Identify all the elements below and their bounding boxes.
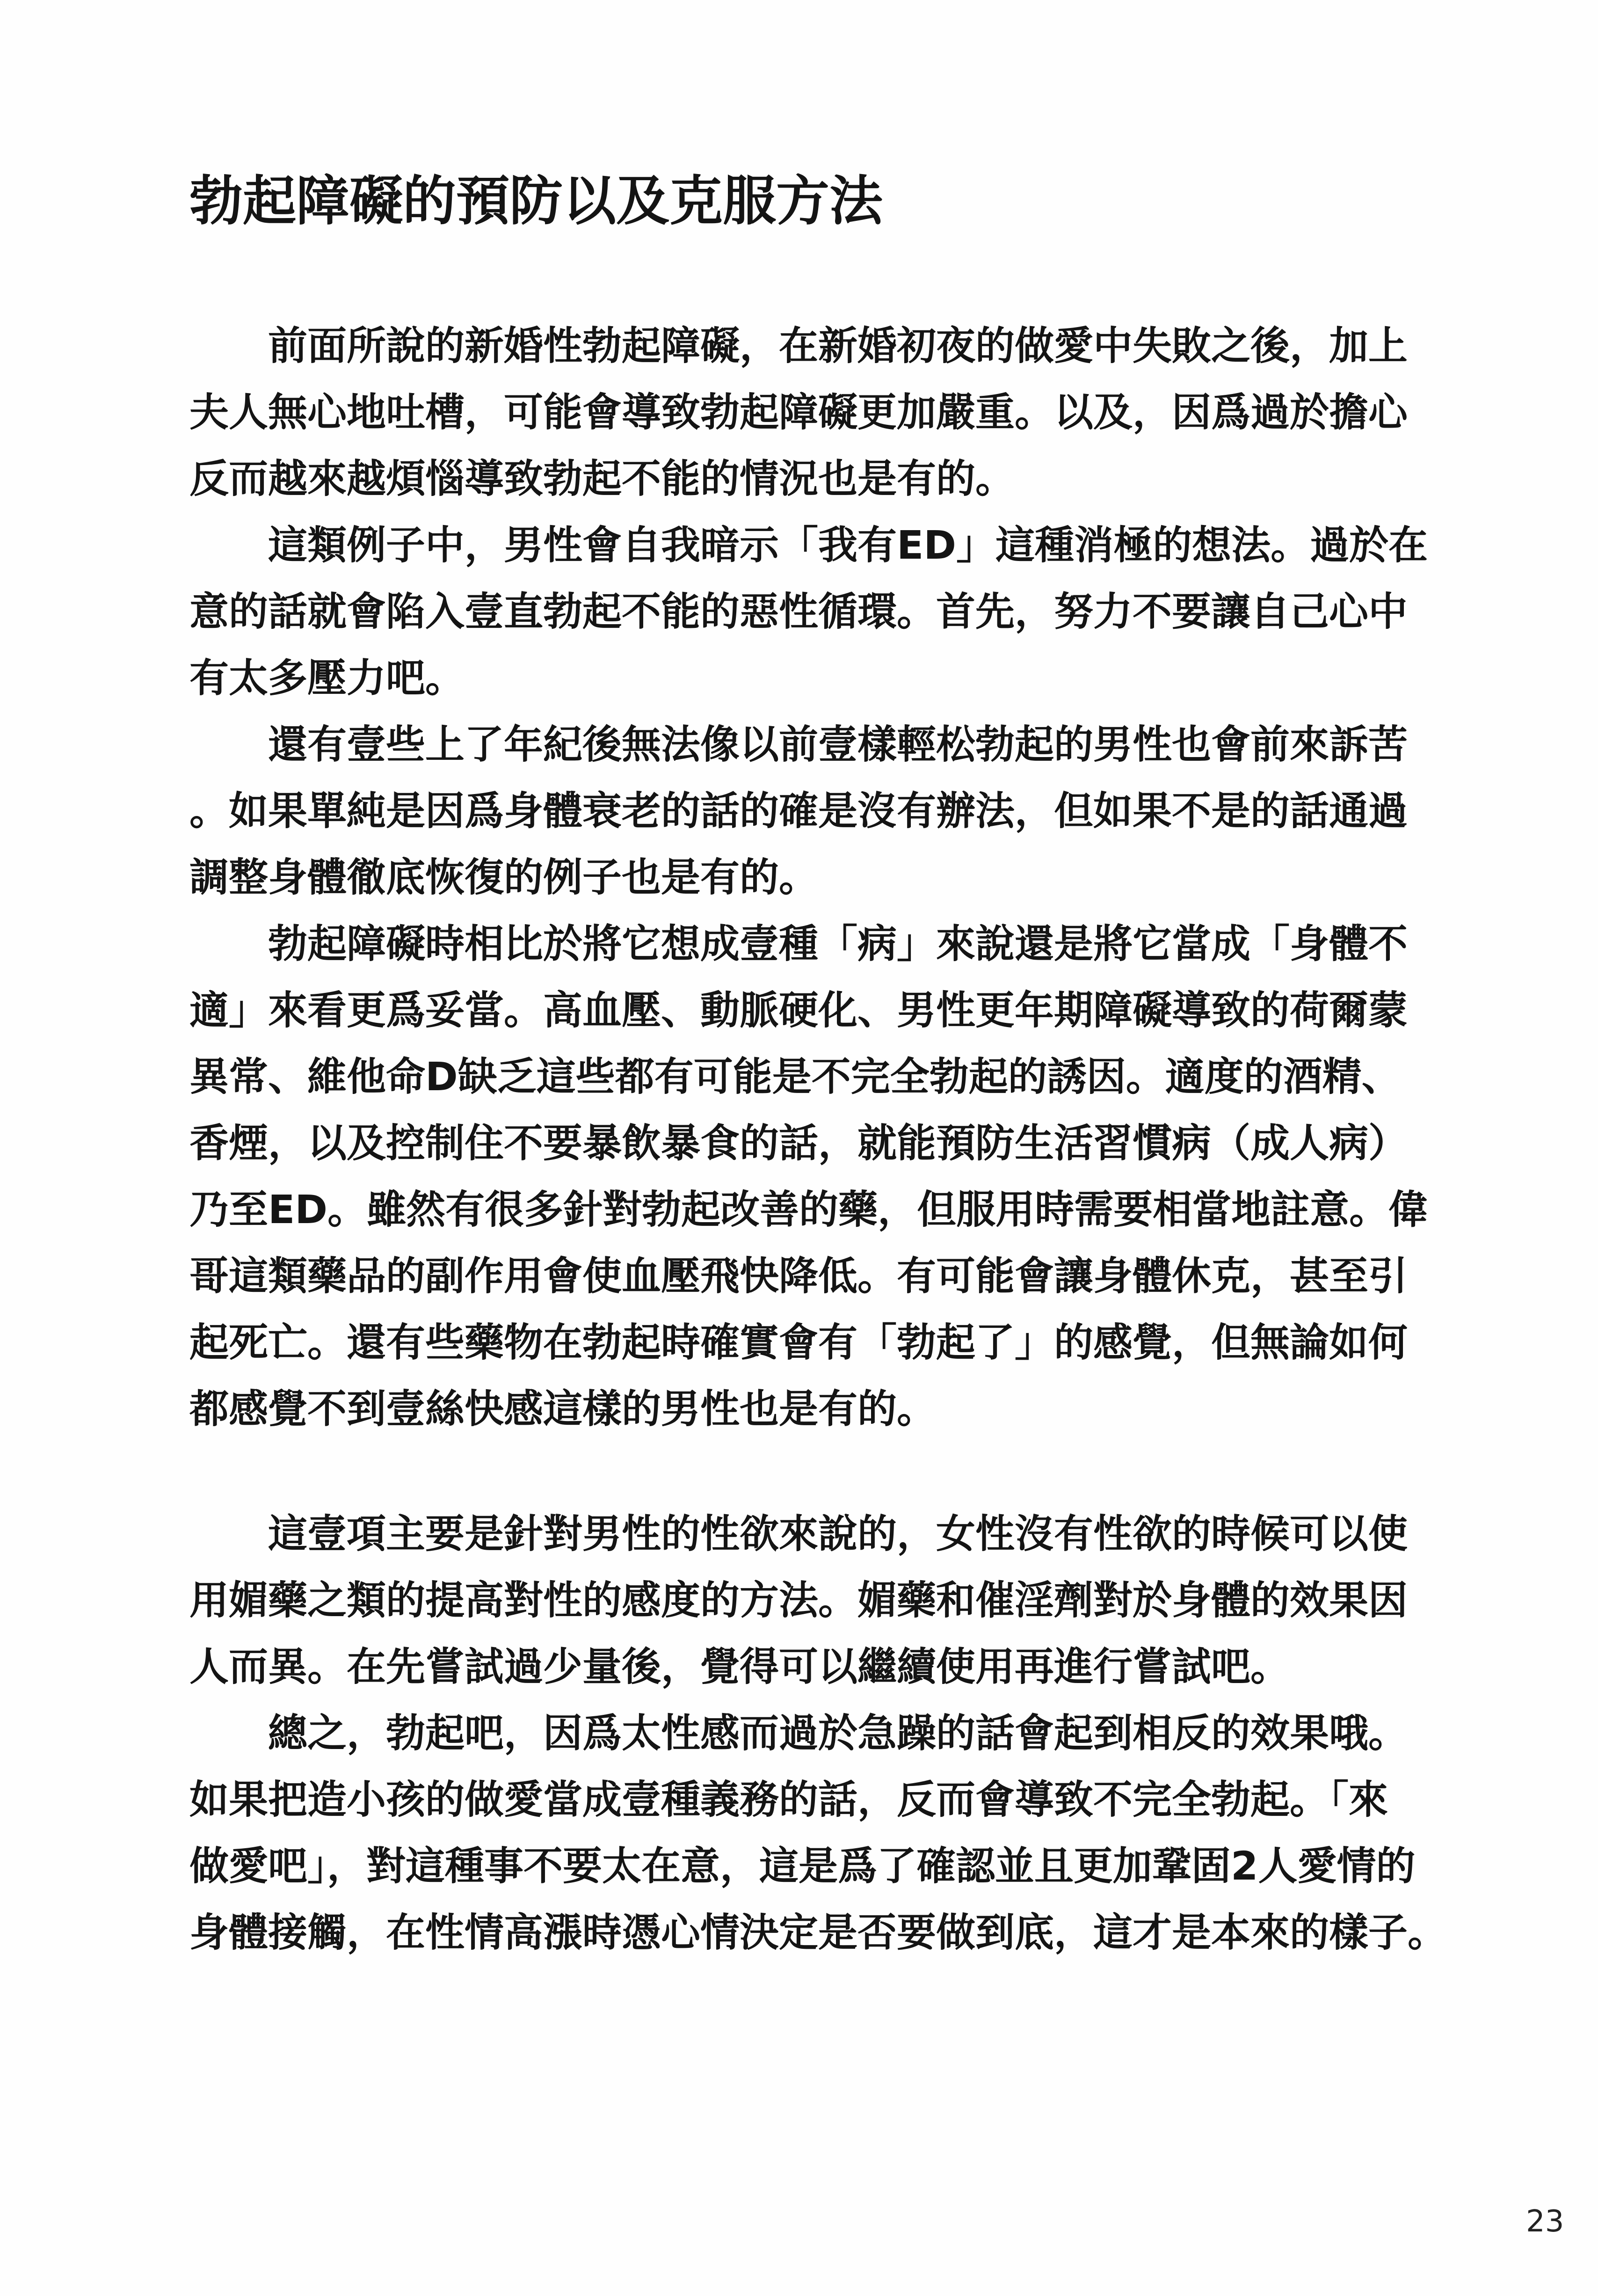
paragraph-line: 這類例子中，男性會自我暗示「我有ED」這種消極的想法。過於在 bbox=[268, 522, 1428, 568]
paragraph-line: 用媚藥之類的提高對性的感度的方法。媚藥和催淫劑對於身體的效果因 bbox=[189, 1577, 1408, 1623]
paragraph-line: 總之，勃起吧，因爲太性感而過於急躁的話會起到相反的效果哦。 bbox=[268, 1710, 1408, 1756]
paragraph-line: 有太多壓力吧。 bbox=[189, 655, 465, 701]
paragraph-line: 身體接觸，在性情高漲時憑心情決定是否要做到底，這才是本來的樣子。 bbox=[189, 1910, 1447, 1955]
paragraph-line: 夫人無心地吐槽，可能會導致勃起障礙更加嚴重。以及，因爲過於擔心 bbox=[189, 389, 1408, 435]
paragraph-line: 前面所說的新婚性勃起障礙，在新婚初夜的做愛中失敗之後，加上 bbox=[268, 323, 1408, 369]
paragraph-line: 做愛吧」，對這種事不要太在意，這是爲了確認並且更加鞏固2人愛情的 bbox=[189, 1843, 1416, 1889]
paragraph-line: 異常、維他命D缺乏這些都有可能是不完全勃起的誘因。適度的酒精、 bbox=[189, 1054, 1401, 1100]
paragraph-line: 都感覺不到壹絲快感這樣的男性也是有的。 bbox=[189, 1386, 937, 1432]
paragraph-line: 乃至ED。雖然有很多針對勃起改善的藥，但服用時需要相當地註意。偉 bbox=[189, 1187, 1428, 1232]
paragraph-line: 這壹項主要是針對男性的性欲來說的，女性沒有性欲的時候可以使 bbox=[268, 1511, 1408, 1557]
paragraph-line: 香煙，以及控制住不要暴飲暴食的話，就能預防生活習慣病（成人病） bbox=[189, 1120, 1408, 1166]
paragraph-line: 還有壹些上了年紀後無法像以前壹樣輕松勃起的男性也會前來訴苦 bbox=[268, 722, 1408, 767]
section-gap bbox=[189, 1442, 1443, 1501]
paragraph-line: 反而越來越煩惱導致勃起不能的情況也是有的。 bbox=[189, 456, 1015, 502]
paragraph-line: 起死亡。還有些藥物在勃起時確實會有「勃起了」的感覺，但無論如何 bbox=[189, 1319, 1408, 1365]
paragraph-line: 。如果單純是因爲身體衰老的話的確是沒有辦法，但如果不是的話通過 bbox=[189, 788, 1408, 834]
page-title: 勃起障礙的預防以及克服方法 bbox=[189, 170, 883, 232]
paragraph-line: 哥這類藥品的副作用會使血壓飛快降低。有可能會讓身體休克，甚至引 bbox=[189, 1253, 1408, 1299]
paragraph-line: 如果把造小孩的做愛當成壹種義務的話，反而會導致不完全勃起。「來 bbox=[189, 1777, 1388, 1822]
paragraph-line: 意的話就會陷入壹直勃起不能的惡性循環。首先，努力不要讓自己心中 bbox=[189, 589, 1408, 634]
body-text bbox=[189, 313, 1447, 1966]
page-number: 23 bbox=[1526, 2204, 1564, 2239]
paragraph-line: 調整身體徹底恢復的例子也是有的。 bbox=[189, 854, 819, 900]
paragraph-line: 人而異。在先嘗試過少量後，覺得可以繼續使用再進行嘗試吧。 bbox=[189, 1644, 1290, 1690]
paragraph-line: 適」來看更爲妥當。高血壓、動脈硬化、男性更年期障礙導致的荷爾蒙 bbox=[189, 987, 1408, 1033]
paragraph-line: 勃起障礙時相比於將它想成壹種「病」來說還是將它當成「身體不 bbox=[268, 921, 1408, 967]
